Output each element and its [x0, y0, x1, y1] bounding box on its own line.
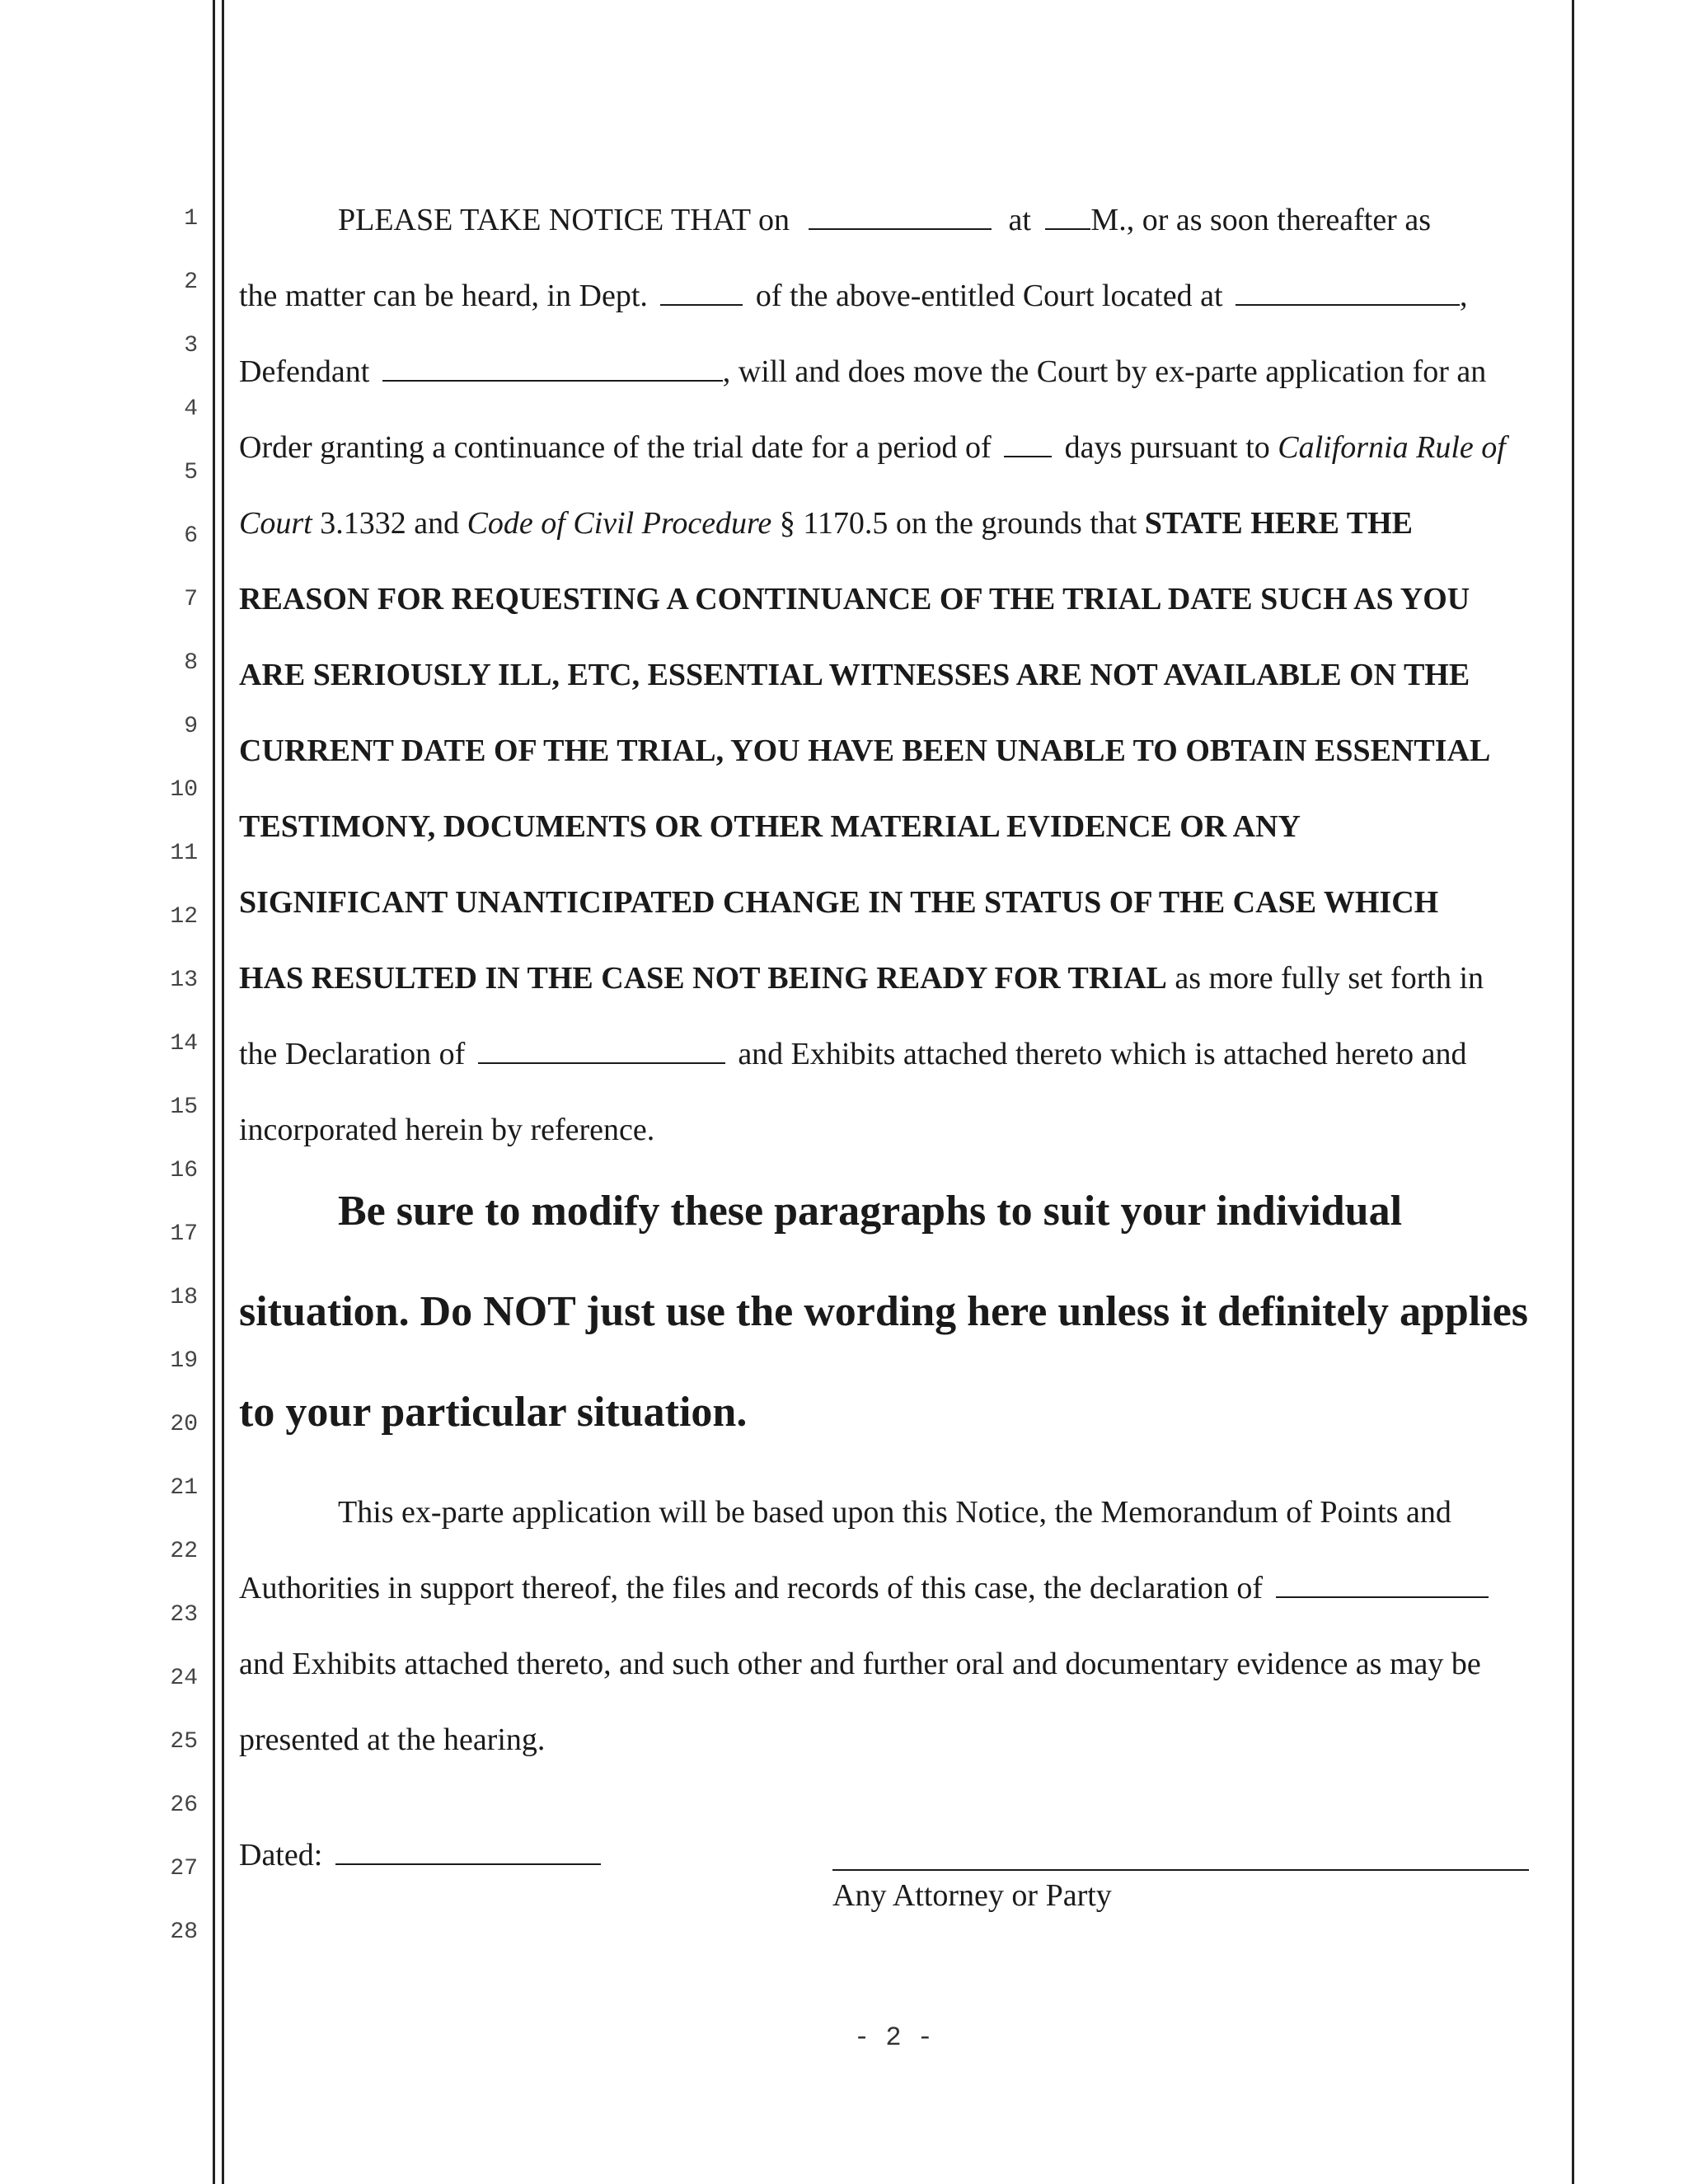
line-number: 20 [170, 1412, 198, 1437]
line-number: 14 [170, 1031, 198, 1057]
line-number: 27 [170, 1856, 198, 1882]
text: M., or as soon thereafter as [1090, 203, 1431, 237]
text: as more fully set forth in [1175, 961, 1484, 996]
line-number: 26 [170, 1793, 198, 1818]
notice-line: TESTIMONY, DOCUMENTS OR OTHER MATERIAL EVIDENCE OR ANY [239, 809, 1301, 844]
line-number: 9 [184, 714, 198, 739]
page-number: - 2 - [853, 2022, 933, 2053]
warning-line: situation. Do NOT just use the wording here unless it definitely applies [239, 1288, 1529, 1335]
line-number: 6 [184, 523, 198, 549]
text: days pursuant to [1064, 430, 1270, 465]
dated-label: Dated: [239, 1838, 323, 1872]
line-number: 5 [184, 460, 198, 485]
text: at [1008, 203, 1031, 237]
line-number: 25 [170, 1729, 198, 1755]
margin-rule-left-inner [222, 0, 224, 2184]
line-number: 16 [170, 1158, 198, 1183]
line-number: 2 [184, 269, 198, 295]
notice-line: CURRENT DATE OF THE TRIAL, YOU HAVE BEEN UNABLE TO OBTAIN ESSENTIAL [239, 733, 1491, 768]
line-number: 23 [170, 1602, 198, 1628]
notice-line: incorporated herein by reference. [239, 1113, 655, 1147]
warning-line: Be sure to modify these paragraphs to suit your individual [338, 1188, 1403, 1235]
text: § 1170.5 on the grounds that [779, 506, 1137, 541]
line-number: 7 [184, 587, 198, 612]
line-number: 21 [170, 1475, 198, 1501]
text: , will and does move the Court by ex-parte application for an [722, 354, 1487, 389]
declaration-of-blank [1276, 1596, 1489, 1598]
line-number: 28 [170, 1919, 198, 1945]
basis-line: presented at the hearing. [239, 1722, 546, 1757]
text: STATE HERE THE [1144, 506, 1413, 541]
text: HAS RESULTED IN THE CASE NOT BEING READY FOR TRIAL [239, 961, 1167, 996]
text: , [1460, 279, 1468, 313]
notice-line [239, 963, 1484, 994]
hearing-time-blank [1045, 227, 1090, 230]
notice-line [239, 1038, 1467, 1070]
basis-line: and Exhibits attached thereto, and such other and further oral and documentary evidence as may be [239, 1647, 1481, 1681]
defendant-name-blank [382, 379, 723, 382]
line-number: 8 [184, 650, 198, 676]
text: PLEASE TAKE NOTICE THAT on [338, 203, 790, 237]
line-number: 13 [170, 968, 198, 993]
hearing-date-blank [809, 227, 992, 230]
line-number: 19 [170, 1348, 198, 1374]
basis-line: This ex-parte application will be based upon this Notice, the Memorandum of Points and [338, 1495, 1451, 1530]
court-address-blank [1236, 303, 1460, 306]
text: the matter can be heard, in Dept. [239, 279, 648, 313]
line-number: 15 [170, 1094, 198, 1120]
text: Code of Civil Procedure [467, 506, 772, 541]
notice-line: SIGNIFICANT UNANTICIPATED CHANGE IN THE STATUS OF THE CASE WHICH [239, 885, 1439, 920]
text: 3.1332 and [320, 506, 460, 541]
days-blank [1004, 455, 1052, 457]
signature-line [832, 1869, 1529, 1871]
margin-rule-left-outer [213, 0, 215, 2184]
line-number: 4 [184, 396, 198, 422]
line-number: 22 [170, 1539, 198, 1564]
line-number: 17 [170, 1221, 198, 1247]
line-number: 11 [170, 841, 198, 866]
text: of the above-entitled Court located at [755, 279, 1223, 313]
line-number: 18 [170, 1285, 198, 1310]
text: California Rule of [1278, 430, 1506, 465]
line-number: 3 [184, 333, 198, 359]
notice-line [338, 204, 1431, 236]
department-blank [660, 303, 743, 306]
signer-label: Any Attorney or Party [832, 1878, 1112, 1913]
line-number: 1 [184, 206, 198, 232]
text: Authorities in support thereof, the files and records of this case, the declaration of [239, 1571, 1263, 1605]
notice-line [239, 356, 1486, 387]
declarant-name-blank [478, 1062, 725, 1064]
margin-rule-right [1572, 0, 1574, 2184]
notice-line [239, 508, 1413, 539]
date-blank [335, 1863, 601, 1865]
text: and Exhibits attached thereto which is attached hereto and [738, 1037, 1467, 1071]
line-number: 24 [170, 1666, 198, 1691]
text: Defendant [239, 354, 370, 389]
notice-line: REASON FOR REQUESTING A CONTINUANCE OF THE TRIAL DATE SUCH AS YOU [239, 582, 1470, 616]
warning-line: to your particular situation. [239, 1389, 748, 1436]
text: Court [239, 506, 312, 541]
notice-line [239, 280, 1468, 312]
line-number: 12 [170, 904, 198, 930]
dated-line [239, 1840, 601, 1871]
notice-line: ARE SERIOUSLY ILL, ETC, ESSENTIAL WITNESSES ARE NOT AVAILABLE ON THE [239, 658, 1470, 692]
text: Order granting a continuance of the trial date for a period of [239, 430, 992, 465]
text: the Declaration of [239, 1037, 466, 1071]
basis-line [239, 1572, 1489, 1604]
line-number: 10 [170, 777, 198, 803]
notice-line [239, 432, 1506, 463]
